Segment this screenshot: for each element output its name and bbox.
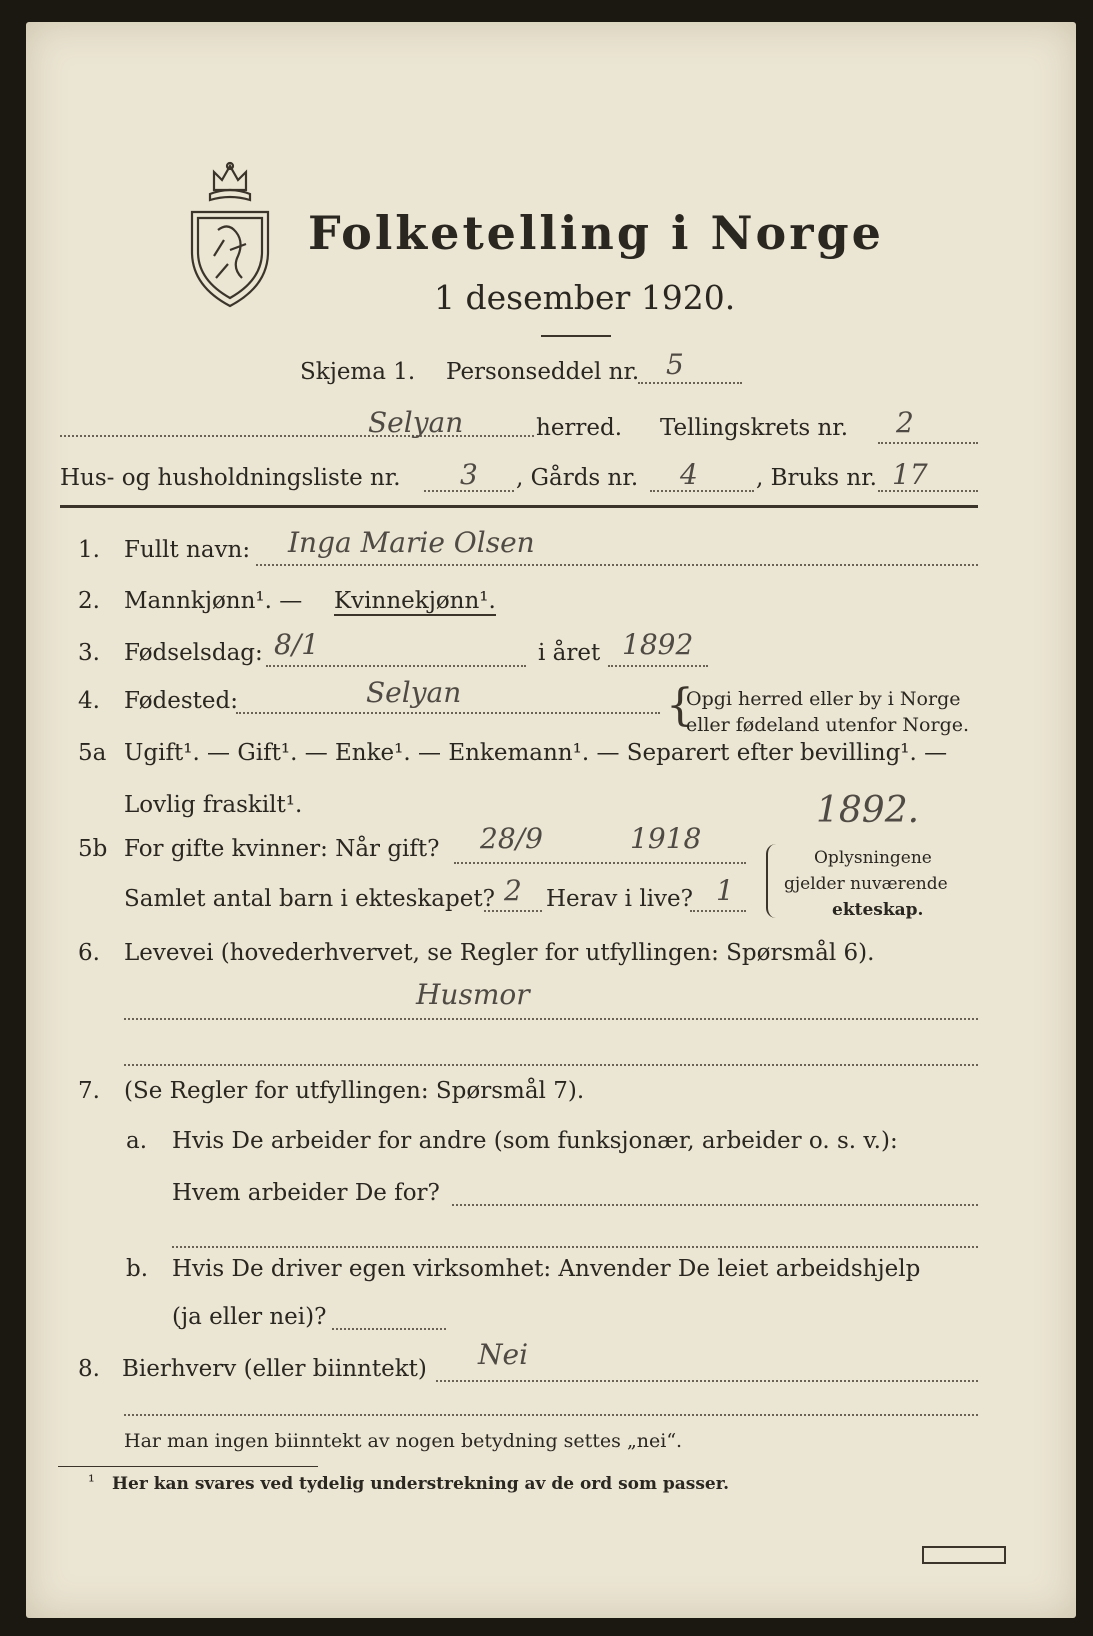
side-income-value: Nei <box>478 1338 529 1371</box>
hired-help-field[interactable] <box>332 1328 446 1330</box>
married-date-value: 28/9 <box>480 822 543 855</box>
q5a-number: 5a <box>78 740 107 766</box>
marital-annotation: 1892. <box>816 790 920 831</box>
birthday-value: 8/1 <box>274 628 320 661</box>
census-date: 1 desember 1920. <box>434 278 736 317</box>
birthplace-value: Selyan <box>366 676 462 709</box>
personseddel-value: 5 <box>666 348 684 381</box>
footer-note: Har man ingen biinntekt av nogen betydning settes „nei“. <box>124 1430 683 1452</box>
side-income-field[interactable] <box>436 1380 978 1382</box>
q8-number: 8. <box>78 1356 100 1382</box>
birthplace-note-1: Opgi herred eller by i Norge <box>686 688 961 710</box>
note-brace: { <box>666 680 694 731</box>
occupation-value: Husmor <box>416 978 530 1011</box>
header-separator <box>60 505 978 508</box>
q6-label: Levevei (hovederhvervet, se Regler for utfyllingen: Spørsmål 6). <box>124 940 875 966</box>
occupation-field[interactable] <box>124 1018 978 1020</box>
marriage-note-2: gjelder nuværende <box>784 874 948 894</box>
census-form <box>26 22 1076 1618</box>
tellingskrets-field[interactable] <box>878 442 978 444</box>
full-name-value: Inga Marie Olsen <box>288 526 535 559</box>
q4-number: 4. <box>78 688 100 714</box>
children-label: Samlet antal barn i ekteskapet? <box>124 886 495 912</box>
q4-label: Fødested: <box>124 688 239 714</box>
birthplace-field[interactable] <box>236 712 660 714</box>
birthplace-note-2: eller fødeland utenfor Norge. <box>686 714 970 736</box>
q1-number: 1. <box>78 537 100 563</box>
personseddel-label: Personseddel nr. <box>446 359 640 385</box>
married-year-value: 1918 <box>630 822 702 855</box>
marital-status-options[interactable]: Ugift¹. — Gift¹. — Enke¹. — Enkemann¹. — Separert efter bevilling¹. — <box>124 740 948 766</box>
q7a-text: Hvis De arbeider for andre (som funksjonær, arbeider o. s. v.): <box>172 1128 898 1154</box>
marital-status-divorced[interactable]: Lovlig fraskilt¹. <box>124 792 303 818</box>
q8-label: Bierhverv (eller biinntekt) <box>122 1356 427 1382</box>
q7-number: 7. <box>78 1078 100 1104</box>
marriage-note-3: ekteskap. <box>832 900 924 920</box>
q7b-text: Hvis De driver egen virksomhet: Anvender De leiet arbeidshjelp <box>172 1256 921 1282</box>
q5b-number: 5b <box>78 836 108 862</box>
printer-stamp <box>922 1546 1006 1564</box>
personseddel-field[interactable] <box>638 382 742 384</box>
q7a-question: Hvem arbeider De for? <box>172 1180 440 1206</box>
tellingskrets-value: 2 <box>896 406 914 439</box>
children-field[interactable] <box>484 910 542 912</box>
footnote-text: Her kan svares ved tydelig understrekning av de ord som passer. <box>112 1474 730 1494</box>
title-divider <box>541 335 611 337</box>
q3-number: 3. <box>78 640 100 666</box>
employer-field[interactable] <box>452 1204 978 1206</box>
q3-label: Fødselsdag: <box>124 640 263 666</box>
marriage-note-brace <box>766 844 778 918</box>
tellingskrets-label: Tellingskrets nr. <box>660 415 849 441</box>
children-value: 2 <box>504 874 522 907</box>
bruks-value: 17 <box>892 458 928 491</box>
birthday-field[interactable] <box>266 665 526 667</box>
form-title: Folketelling i Norge <box>308 206 884 260</box>
gards-label: , Gårds nr. <box>516 465 639 491</box>
husliste-label: Hus- og husholdningsliste nr. <box>60 465 401 491</box>
occupation-field-2[interactable] <box>124 1064 978 1066</box>
alive-value: 1 <box>716 874 734 907</box>
side-income-field-2[interactable] <box>124 1414 978 1416</box>
birth-year-field[interactable] <box>608 665 708 667</box>
full-name-field[interactable] <box>256 564 978 566</box>
q7b-letter: b. <box>126 1256 149 1282</box>
schema-label: Skjema 1. <box>300 359 416 385</box>
q7b-question: (ja eller nei)? <box>172 1304 327 1330</box>
herred-label: herred. <box>536 415 623 441</box>
q7-label: (Se Regler for utfyllingen: Spørsmål 7). <box>124 1078 585 1104</box>
year-label: i året <box>538 640 601 666</box>
alive-field[interactable] <box>690 910 746 912</box>
married-when-label: For gifte kvinner: Når gift? <box>124 836 440 862</box>
married-when-field[interactable] <box>454 862 746 864</box>
alive-label: Herav i live? <box>546 886 693 912</box>
employer-field-2[interactable] <box>172 1246 978 1248</box>
q2-number: 2. <box>78 588 100 614</box>
norwegian-coat-of-arms-icon <box>184 160 276 310</box>
q1-label: Fullt navn: <box>124 537 251 563</box>
marriage-note-1: Oplysningene <box>814 848 932 868</box>
q6-number: 6. <box>78 940 100 966</box>
footnote-mark: ¹ <box>88 1472 95 1492</box>
birth-year-value: 1892 <box>622 628 694 661</box>
gender-female-option[interactable]: Kvinnekjønn¹. <box>334 588 496 614</box>
gards-value: 4 <box>680 458 698 491</box>
footnote-divider <box>58 1466 318 1467</box>
q7a-letter: a. <box>126 1128 148 1154</box>
gards-field[interactable] <box>650 490 754 492</box>
gender-male-option[interactable]: Mannkjønn¹. — <box>124 588 303 614</box>
husliste-value: 3 <box>460 458 478 491</box>
herred-value: Selyan <box>368 406 464 439</box>
bruks-label: , Bruks nr. <box>756 465 877 491</box>
